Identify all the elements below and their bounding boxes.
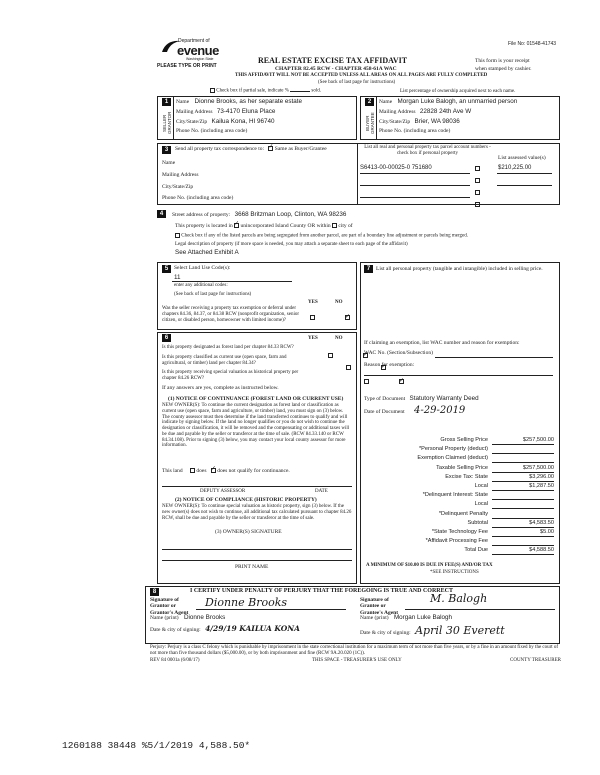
doc-type-label: Type of Document — [364, 396, 406, 402]
correspondence-row — [175, 146, 327, 152]
totals-row-label: *Personal Property (deduct) — [418, 446, 488, 453]
grantor-date-label: Date & city of signing: — [150, 627, 201, 633]
located-row — [175, 223, 353, 229]
buyer-name-value[interactable]: Morgan Luke Balogh, an unmarried person — [397, 98, 518, 105]
parcel-personal-checkbox-3[interactable] — [475, 190, 480, 195]
grantee-name-value[interactable]: Morgan Luke Balogh — [393, 614, 453, 621]
grantor-date-row — [150, 625, 300, 634]
seller-phone-label[interactable]: Phone No. (including area code) — [176, 128, 248, 134]
assessed-header: List assessed value(s) — [498, 155, 546, 161]
totals-row-label: *Affidavit Processing Fee — [425, 538, 488, 545]
grantor-name-value[interactable]: Dionne Brooks — [183, 614, 226, 621]
forest-yes-checkbox[interactable] — [328, 353, 333, 358]
totals-row-label: Taxable Selling Price — [436, 464, 488, 471]
does-checkbox[interactable] — [190, 468, 195, 473]
receipt-note-2: when stamped by cashier. — [475, 66, 532, 72]
grantor-name-row — [150, 614, 225, 621]
legal-label: Legal description of property (if more space is needed, you may attach a separate sheet to each page of the affidavit) — [175, 242, 408, 247]
totals-row — [364, 501, 556, 510]
parcel-personal-checkbox-1[interactable] — [475, 166, 480, 171]
does-label: does — [196, 468, 207, 474]
wac-label[interactable]: WAC No. (Section/Subsection) — [364, 350, 433, 356]
state-label: Washington State — [186, 57, 214, 61]
grantee-date-label: Date & city of signing: — [360, 630, 411, 636]
does-not-checkbox[interactable] — [211, 468, 216, 473]
segregated-checkbox[interactable] — [175, 233, 180, 238]
historic-question: Is this property receiving special valuation as historical property per chapter 84.26 RCW? — [162, 370, 299, 381]
totals-row-value[interactable] — [492, 511, 554, 519]
notice-2-body: NEW OWNER(S): To continue special valuation as historic property, sign (3) below. If the new owner(s) does not wish to continue, all additional tax calculated pursuant to chapter 84.26 RCW, shall be due and payable by the seller or transferor at the time of sale. — [162, 504, 352, 521]
grantee-name-label: Name (print) — [360, 615, 389, 621]
corr-phone-label[interactable]: Phone No. (including area code) — [162, 195, 234, 201]
seller-side-label: SELLER GRANTOR — [162, 111, 172, 135]
totals-row-value[interactable] — [492, 501, 554, 509]
exemption-no-checkbox[interactable] — [345, 315, 350, 320]
type-or-print: PLEASE TYPE OR PRINT — [157, 63, 217, 69]
section-4-number: 4 — [157, 210, 166, 218]
buyer-name-label: Name — [379, 99, 393, 105]
totals-row-label: *State Technology Fee — [431, 528, 488, 535]
no-header-6: NO — [335, 336, 343, 341]
totals-row-value[interactable]: $1,287.50 — [492, 483, 554, 491]
buyer-city-label: City/State/Zip — [379, 119, 411, 125]
deputy-date-label: DATE — [315, 489, 328, 494]
totals-row-label: Exemption Claimed (deduct) — [417, 455, 488, 462]
qualify-label: qualify for continuance. — [237, 468, 290, 474]
totals-row-label: Local — [474, 501, 488, 508]
yes-header-5: YES — [308, 300, 318, 305]
parcel-checkboxes — [475, 166, 483, 207]
corr-city-label[interactable]: City/State/Zip — [162, 184, 194, 190]
totals-row — [364, 520, 556, 529]
land-use-label: Select Land Use Code(s): — [174, 265, 231, 271]
reason-label[interactable]: Reason for exemption: — [364, 362, 415, 368]
segregated-row — [175, 233, 560, 239]
same-as-buyer-label: Same as Buyer/Grantee — [274, 146, 327, 152]
doc-type-value[interactable]: Statutory Warranty Deed — [409, 395, 479, 402]
exemption-yes-checkbox[interactable] — [310, 315, 315, 320]
totals-row — [364, 529, 556, 538]
treasurer-use-label: THIS SPACE - TREASURER'S USE ONLY — [312, 658, 402, 663]
totals-row-label: *Delinquent Penalty — [438, 510, 488, 517]
corr-name-label[interactable]: Name — [162, 160, 176, 166]
receipt-note-1: This form is your receipt — [475, 58, 530, 64]
totals-row-label: Local — [474, 482, 488, 489]
totals-row-value[interactable]: $257,500.00 — [492, 465, 554, 473]
totals-row — [364, 547, 556, 556]
totals-row — [364, 465, 556, 474]
parcel-personal-checkbox-4[interactable] — [475, 202, 480, 207]
seller-address-label: Mailing Address — [176, 109, 213, 115]
land-use-value[interactable]: 11 — [174, 274, 181, 281]
totals-row-value[interactable]: $5.00 — [492, 529, 554, 537]
totals-row-label: Excise Tax: State — [445, 473, 488, 480]
street-label: Street address of property: — [172, 212, 231, 218]
totals-row-value[interactable]: $4,588.50 — [492, 547, 554, 555]
doc-date-value[interactable]: 4-29-2019 — [414, 405, 466, 416]
see-instructions: *SEE INSTRUCTIONS — [430, 570, 479, 575]
totals-row-label: Gross Selling Price — [440, 437, 488, 443]
grantee-sig-label: Signature of Grantee or Grantee's Agent — [360, 597, 399, 616]
no-header-5: NO — [335, 300, 343, 305]
section-2-number: 2 — [365, 98, 374, 106]
totals-row — [364, 483, 556, 492]
partial-sale-checkbox[interactable] — [210, 88, 215, 93]
seller-city-row — [176, 118, 275, 125]
grantor-name-label: Name (print) — [150, 615, 179, 621]
same-as-buyer-checkbox[interactable] — [268, 146, 273, 151]
grantee-date-value[interactable]: April 30 Everett — [415, 624, 505, 637]
totals-row-value[interactable]: $4,583.50 — [492, 520, 554, 528]
unincorporated-checkbox[interactable] — [234, 223, 239, 228]
city-of-checkbox[interactable] — [332, 223, 337, 228]
totals-row — [364, 511, 556, 520]
sold-label: sold. — [311, 88, 321, 94]
county-treasurer-label: COUNTY TREASURER — [510, 658, 561, 663]
current-use-question: Is this property classified as current use (open space, farm and agricultural, or timber) land per chapter 84.34? — [162, 355, 287, 366]
grantee-signature[interactable]: M. Balogh — [430, 592, 488, 605]
seller-city-label: City/State/Zip — [176, 119, 208, 125]
see-back: (See back of last page for instructions) — [318, 80, 396, 85]
cashier-stamp: 1260188 38448 %5/1/2019 4,588.50* — [62, 740, 251, 751]
yes-header-6: YES — [308, 336, 318, 341]
revision-label: REV 84 0001a (6/08/17) — [150, 658, 200, 663]
totals-row — [364, 492, 556, 501]
this-land-label: This land — [162, 468, 183, 474]
print-name-label: PRINT NAME — [235, 564, 269, 570]
owner-signature-label: (3) OWNER(S) SIGNATURE — [215, 529, 282, 535]
totals-row — [364, 437, 556, 446]
buyer-city-value[interactable]: Brier, WA 98036 — [414, 118, 460, 125]
section5-see-back: (See back of last page for instructions) — [174, 292, 252, 297]
unincorporated-label: unincorporated Island County OR within — [240, 223, 331, 229]
partial-sale-label: Check box if partial sale, indicate % — [216, 88, 289, 94]
notice-1-title: (1) NOTICE OF CONTINUANCE (FOREST LAND OR CURRENT USE) — [168, 396, 344, 402]
form-chapter: CHAPTER 82.45 RCW - CHAPTER 458-61A WAC — [275, 66, 397, 72]
send-correspondence-label: Send all property tax correspondence to: — [175, 146, 265, 152]
buyer-address-row — [379, 108, 471, 115]
buyer-name-row — [379, 98, 517, 105]
totals-row-value[interactable] — [492, 455, 554, 463]
parcel-personal-checkbox-2[interactable] — [475, 178, 480, 183]
totals-row-value[interactable] — [492, 492, 554, 500]
street-value[interactable]: 3668 Britzman Loop, Clinton, WA 98236 — [234, 211, 347, 218]
form-title: REAL ESTATE EXCISE TAX AFFIDAVIT — [258, 56, 408, 65]
section-7-number: 7 — [364, 265, 373, 273]
totals-row-value[interactable]: $3,296.00 — [492, 474, 554, 482]
segregated-label: Check box if any of the listed parcels are being segregated from another parcel, are part of a boundary line adjustment or parcels being merged. — [181, 233, 468, 239]
deputy-assessor-label: DEPUTY ASSESSOR — [200, 489, 246, 494]
totals-row-value[interactable] — [492, 538, 554, 546]
assessed-value[interactable]: $210,225.00 — [498, 165, 532, 171]
totals-row-value[interactable]: $257,500.00 — [492, 437, 554, 445]
additional-codes[interactable]: enter any additional codes: — [174, 283, 228, 288]
grantor-signature[interactable]: Dionne Brooks — [205, 596, 288, 609]
exemption-claim-label: If claiming an exemption, list WAC number and reason for exemption: — [364, 340, 520, 346]
personal-property-label[interactable]: List all personal property (tangible and intangible) included in selling price. — [376, 266, 543, 272]
notice-1-body: NEW OWNER(S): To continue the current designation as forest land or classification as current use (open space, farm and agriculture, or timber) land, you must sign on (3) below. The county assessor must then determine if the land transferred continues to qualify and will indicate by signing below. If the land no longer qualifies or you do not wish to continue the designation or classification, it will be removed and the compensating or additional taxes will be due and payable by the seller or transferor at the time of sale. (RCW 84.33.140 or RCW 84.34.108). Prior to signing (3) below, you may contact your local county assessor for more information. — [162, 403, 350, 449]
totals-row — [364, 446, 556, 455]
buyer-phone-label[interactable]: Phone No. (including area code) — [379, 128, 451, 134]
seller-address-row — [176, 108, 275, 115]
seller-name-value[interactable]: Dionne Brooks, as her separate estate — [194, 98, 302, 105]
section-1-number: 1 — [162, 98, 171, 106]
minimum-fee-note: A MINIMUM OF $10.00 IS DUE IN FEE(S) AND/OR TAX — [366, 563, 493, 568]
parcel-header: List all real and personal property tax parcel account numbers - check box if personal property — [364, 145, 491, 156]
perjury-note: Perjury: Perjury is a class C felony which is punishable by imprisonment in the state correctional institution for a maximum term of not more than five years, or by a fine in an amount fixed by the court of not more than five thousand dollars ($5,000.00), or by both imprisonment and fine (RCW 9A.20.020 (1C)). — [150, 645, 559, 656]
totals-row — [364, 474, 556, 483]
continuance-row — [162, 468, 290, 474]
city-of-label: city of — [338, 223, 353, 229]
brand-name: evenue — [177, 43, 219, 58]
totals-row-value[interactable] — [492, 446, 554, 454]
grantor-sig-label: Signature of Grantor or Grantor's Agent — [150, 597, 189, 616]
doc-type-row — [364, 395, 479, 402]
seller-city-value[interactable]: Kailua Kona, HI 96740 — [211, 118, 275, 125]
buyer-address-value[interactable]: 22828 24th Ave W — [419, 108, 472, 115]
seller-name-label: Name — [176, 99, 190, 105]
partial-sale-row — [210, 88, 321, 94]
totals-row — [364, 538, 556, 547]
dept-label: Department of — [178, 38, 210, 44]
seller-address-value[interactable]: 73-4170 Eluna Place — [216, 108, 276, 115]
street-row — [172, 211, 346, 218]
section-3-number: 3 — [162, 146, 171, 154]
current-use-yes-checkbox[interactable] — [346, 365, 351, 370]
grantee-name-row — [360, 614, 452, 621]
buyer-address-label: Mailing Address — [379, 109, 416, 115]
forest-land-question: Is this property designated as forest land per chapter 84.33 RCW? — [162, 345, 294, 350]
section-6-number: 6 — [162, 334, 171, 342]
answer-note: If any answers are yes, complete as instructed below. — [162, 385, 279, 391]
totals-row-label: Total Due — [464, 547, 488, 554]
corr-address-label[interactable]: Mailing Address — [162, 172, 199, 178]
totals-row — [364, 455, 556, 464]
buyer-city-row — [379, 118, 460, 125]
doc-date-label: Date of Document — [364, 409, 405, 415]
parcel-number-value[interactable]: S6413-00-00025-0 751680 — [360, 165, 432, 171]
section-8-number: 8 — [150, 588, 159, 596]
certify-statement: I CERTIFY UNDER PENALTY OF PERJURY THAT THE FOREGOING IS TRUE AND CORRECT — [190, 588, 453, 594]
doc-date-row — [364, 405, 465, 417]
notice-2-title: (2) NOTICE OF COMPLIANCE (HISTORIC PROPERTY) — [175, 497, 317, 503]
section-5-number: 5 — [162, 265, 171, 273]
grantee-date-row — [360, 625, 505, 638]
legal-value[interactable]: See Attached Exhibit A — [175, 249, 239, 256]
grantor-date-value[interactable]: 4/29/19 KAILUA KONA — [205, 624, 300, 633]
totals-table — [364, 437, 556, 556]
buyer-side-label: BUYER GRANTEE — [365, 112, 375, 134]
list-percentage: List percentage of ownership acquired next to each name. — [400, 89, 516, 94]
totals-row-label: *Delinquent Interest: State — [422, 492, 488, 499]
form-warning: THIS AFFIDAVIT WILL NOT BE ACCEPTED UNLESS ALL AREAS ON ALL PAGES ARE FULLY COMPLETED — [235, 73, 488, 78]
totals-row-label: Subtotal — [467, 519, 488, 526]
located-label: This property is located in — [175, 223, 233, 229]
seller-name-row — [176, 98, 302, 105]
exemption-question: Was the seller receiving a property tax exemption or deferral under chapters 84.36, 84.37, or 84.38 RCW (nonprofit organization, senior citizen, or disabled person, homeowner with limited income)? — [162, 306, 300, 323]
does-not-label: does not — [217, 468, 236, 474]
file-number: File No: 01548-41743 — [508, 41, 557, 47]
